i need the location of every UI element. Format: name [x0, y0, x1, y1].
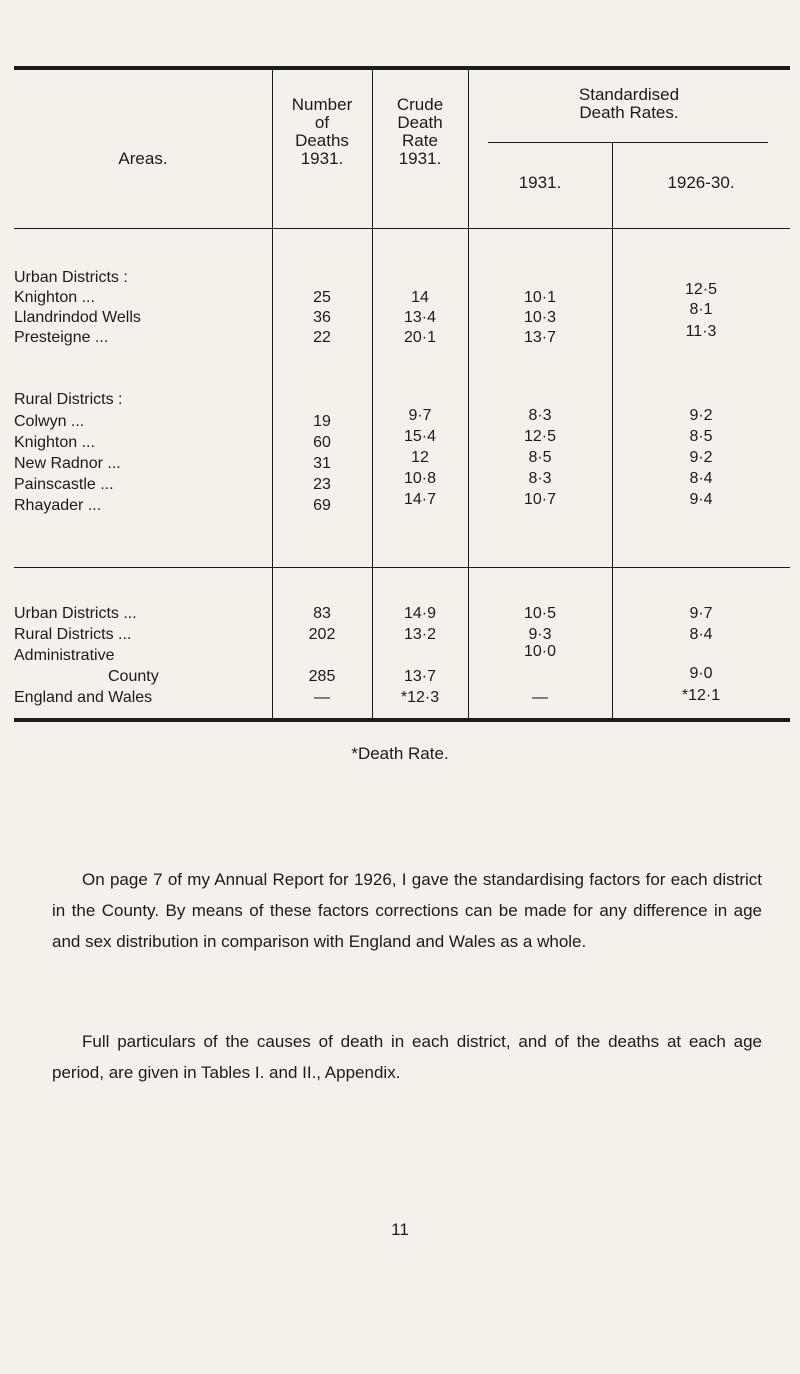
header-std-1931 — [468, 174, 612, 192]
page-number: 11 — [391, 1220, 409, 1239]
header-text: 1931. — [518, 173, 562, 192]
cell-std-1931: — — [532, 689, 548, 706]
section-heading-rural: Rural Districts : — [14, 391, 123, 408]
table-top-rule — [14, 66, 790, 70]
cell-std-1931: 10·5 — [523, 605, 557, 622]
cell-std-1926-30: 12·5 — [684, 281, 718, 298]
cell-deaths: 285 — [308, 668, 336, 685]
header-text: 1931. — [398, 149, 442, 168]
row-label: England and Wales — [14, 689, 153, 706]
cell-std-1926-30: 8·1 — [689, 301, 713, 318]
cell-std-1926-30: 8·4 — [689, 470, 713, 487]
cell-std-1926-30: *12·1 — [681, 687, 721, 704]
cell-std-1931: 10·7 — [523, 491, 557, 508]
cell-crude: 13·4 — [403, 309, 437, 326]
cell-crude: 14·9 — [403, 605, 437, 622]
cell-deaths: 69 — [313, 497, 331, 514]
cell-std-1926-30: 8·5 — [689, 428, 713, 445]
cell-crude: 15·4 — [403, 428, 437, 445]
cell-deaths: 202 — [308, 626, 336, 643]
paragraph: Full particulars of the causes of death in each district, and of the deaths at each age period, are given in Tables I. and II., Appendix. — [52, 1032, 762, 1082]
header-areas — [14, 150, 272, 168]
row-label: Rural Districts ... — [14, 626, 132, 643]
cell-crude: 13·7 — [403, 668, 437, 685]
cell-std-1926-30: 9·7 — [689, 605, 713, 622]
cell-deaths: 83 — [313, 605, 331, 622]
row-label: Rhayader ... — [14, 497, 102, 514]
header-text: Death — [397, 113, 443, 132]
cell-std-1926-30: 11·3 — [685, 323, 717, 340]
row-label: Urban Districts ... — [14, 605, 137, 622]
cell-std-1931: 9·3 — [528, 626, 552, 643]
cell-deaths: 23 — [313, 476, 331, 493]
cell-deaths: 25 — [313, 289, 331, 306]
section-heading-urban: Urban Districts : — [14, 269, 128, 286]
cell-crude: 13·2 — [403, 626, 437, 643]
cell-std-1931: 10·3 — [523, 309, 557, 326]
row-label: Knighton ... — [14, 434, 95, 451]
cell-std-1926-30: 9·2 — [689, 449, 713, 466]
cell-deaths: 22 — [313, 329, 331, 346]
header-text: 1931. — [300, 149, 344, 168]
header-areas-text: Areas. — [118, 149, 168, 168]
header-rule — [14, 228, 790, 230]
cell-std-1931: 13·7 — [523, 329, 557, 346]
cell-crude: 9·7 — [408, 407, 432, 424]
cell-crude: 20·1 — [403, 329, 437, 346]
header-text: 1926-30. — [667, 173, 735, 192]
header-text: Number — [291, 95, 353, 114]
header-text: Rate — [402, 131, 438, 150]
cell-crude: 14·7 — [403, 491, 437, 508]
row-label: County — [108, 668, 159, 685]
cell-std-1931: 8·3 — [528, 470, 552, 487]
cell-std-1931: 8·5 — [528, 449, 552, 466]
row-label: New Radnor ... — [14, 455, 121, 472]
cell-crude: *12·3 — [400, 689, 440, 706]
row-label: Llandrindod Wells — [14, 309, 141, 326]
section-rule — [14, 567, 790, 568]
header-text: of — [314, 113, 330, 132]
cell-std-1926-30: 9·2 — [689, 407, 713, 424]
header-number-of-deaths — [272, 96, 372, 168]
cell-deaths: 60 — [313, 434, 331, 451]
row-label: Colwyn ... — [14, 413, 85, 430]
header-standardised-death-rates — [468, 86, 790, 122]
death-rates-table — [14, 66, 790, 722]
cell-std-1926-30: 9·4 — [689, 491, 713, 508]
cell-crude: 10·8 — [403, 470, 437, 487]
cell-std-1931: 10·0 — [523, 643, 557, 660]
standardised-underline — [488, 142, 768, 143]
cell-deaths: 19 — [313, 413, 331, 430]
row-label: Knighton ... — [14, 289, 95, 306]
cell-crude: 14 — [411, 289, 429, 306]
cell-std-1926-30: 9·0 — [689, 665, 713, 682]
row-label: Painscastle ... — [14, 476, 114, 493]
cell-deaths: — — [314, 689, 330, 706]
paragraph: On page 7 of my Annual Report for 1926, I gave the standardising factors for each district in the County. By means of these factors corrections can be made for any difference in age and sex distribution in comparison with England and Wales as a whole. — [52, 870, 762, 951]
cell-std-1931: 8·3 — [528, 407, 552, 424]
row-label: Administrative — [14, 647, 115, 664]
row-label: Presteigne ... — [14, 329, 109, 346]
cell-deaths: 36 — [313, 309, 331, 326]
cell-std-1931: 10·1 — [523, 289, 557, 306]
header-text: Death Rates. — [579, 103, 679, 122]
header-crude-death-rate — [372, 96, 468, 168]
table-bottom-rule — [14, 718, 790, 722]
cell-crude: 12 — [411, 449, 429, 466]
table-footnote: *Death Rate. — [351, 744, 449, 763]
cell-deaths: 31 — [313, 455, 331, 472]
header-text: Standardised — [578, 85, 680, 104]
header-text: Deaths — [295, 131, 349, 150]
cell-std-1931: 12·5 — [523, 428, 557, 445]
header-std-1926-30 — [612, 174, 790, 192]
cell-std-1926-30: 8·4 — [689, 626, 713, 643]
header-text: Crude — [396, 95, 444, 114]
